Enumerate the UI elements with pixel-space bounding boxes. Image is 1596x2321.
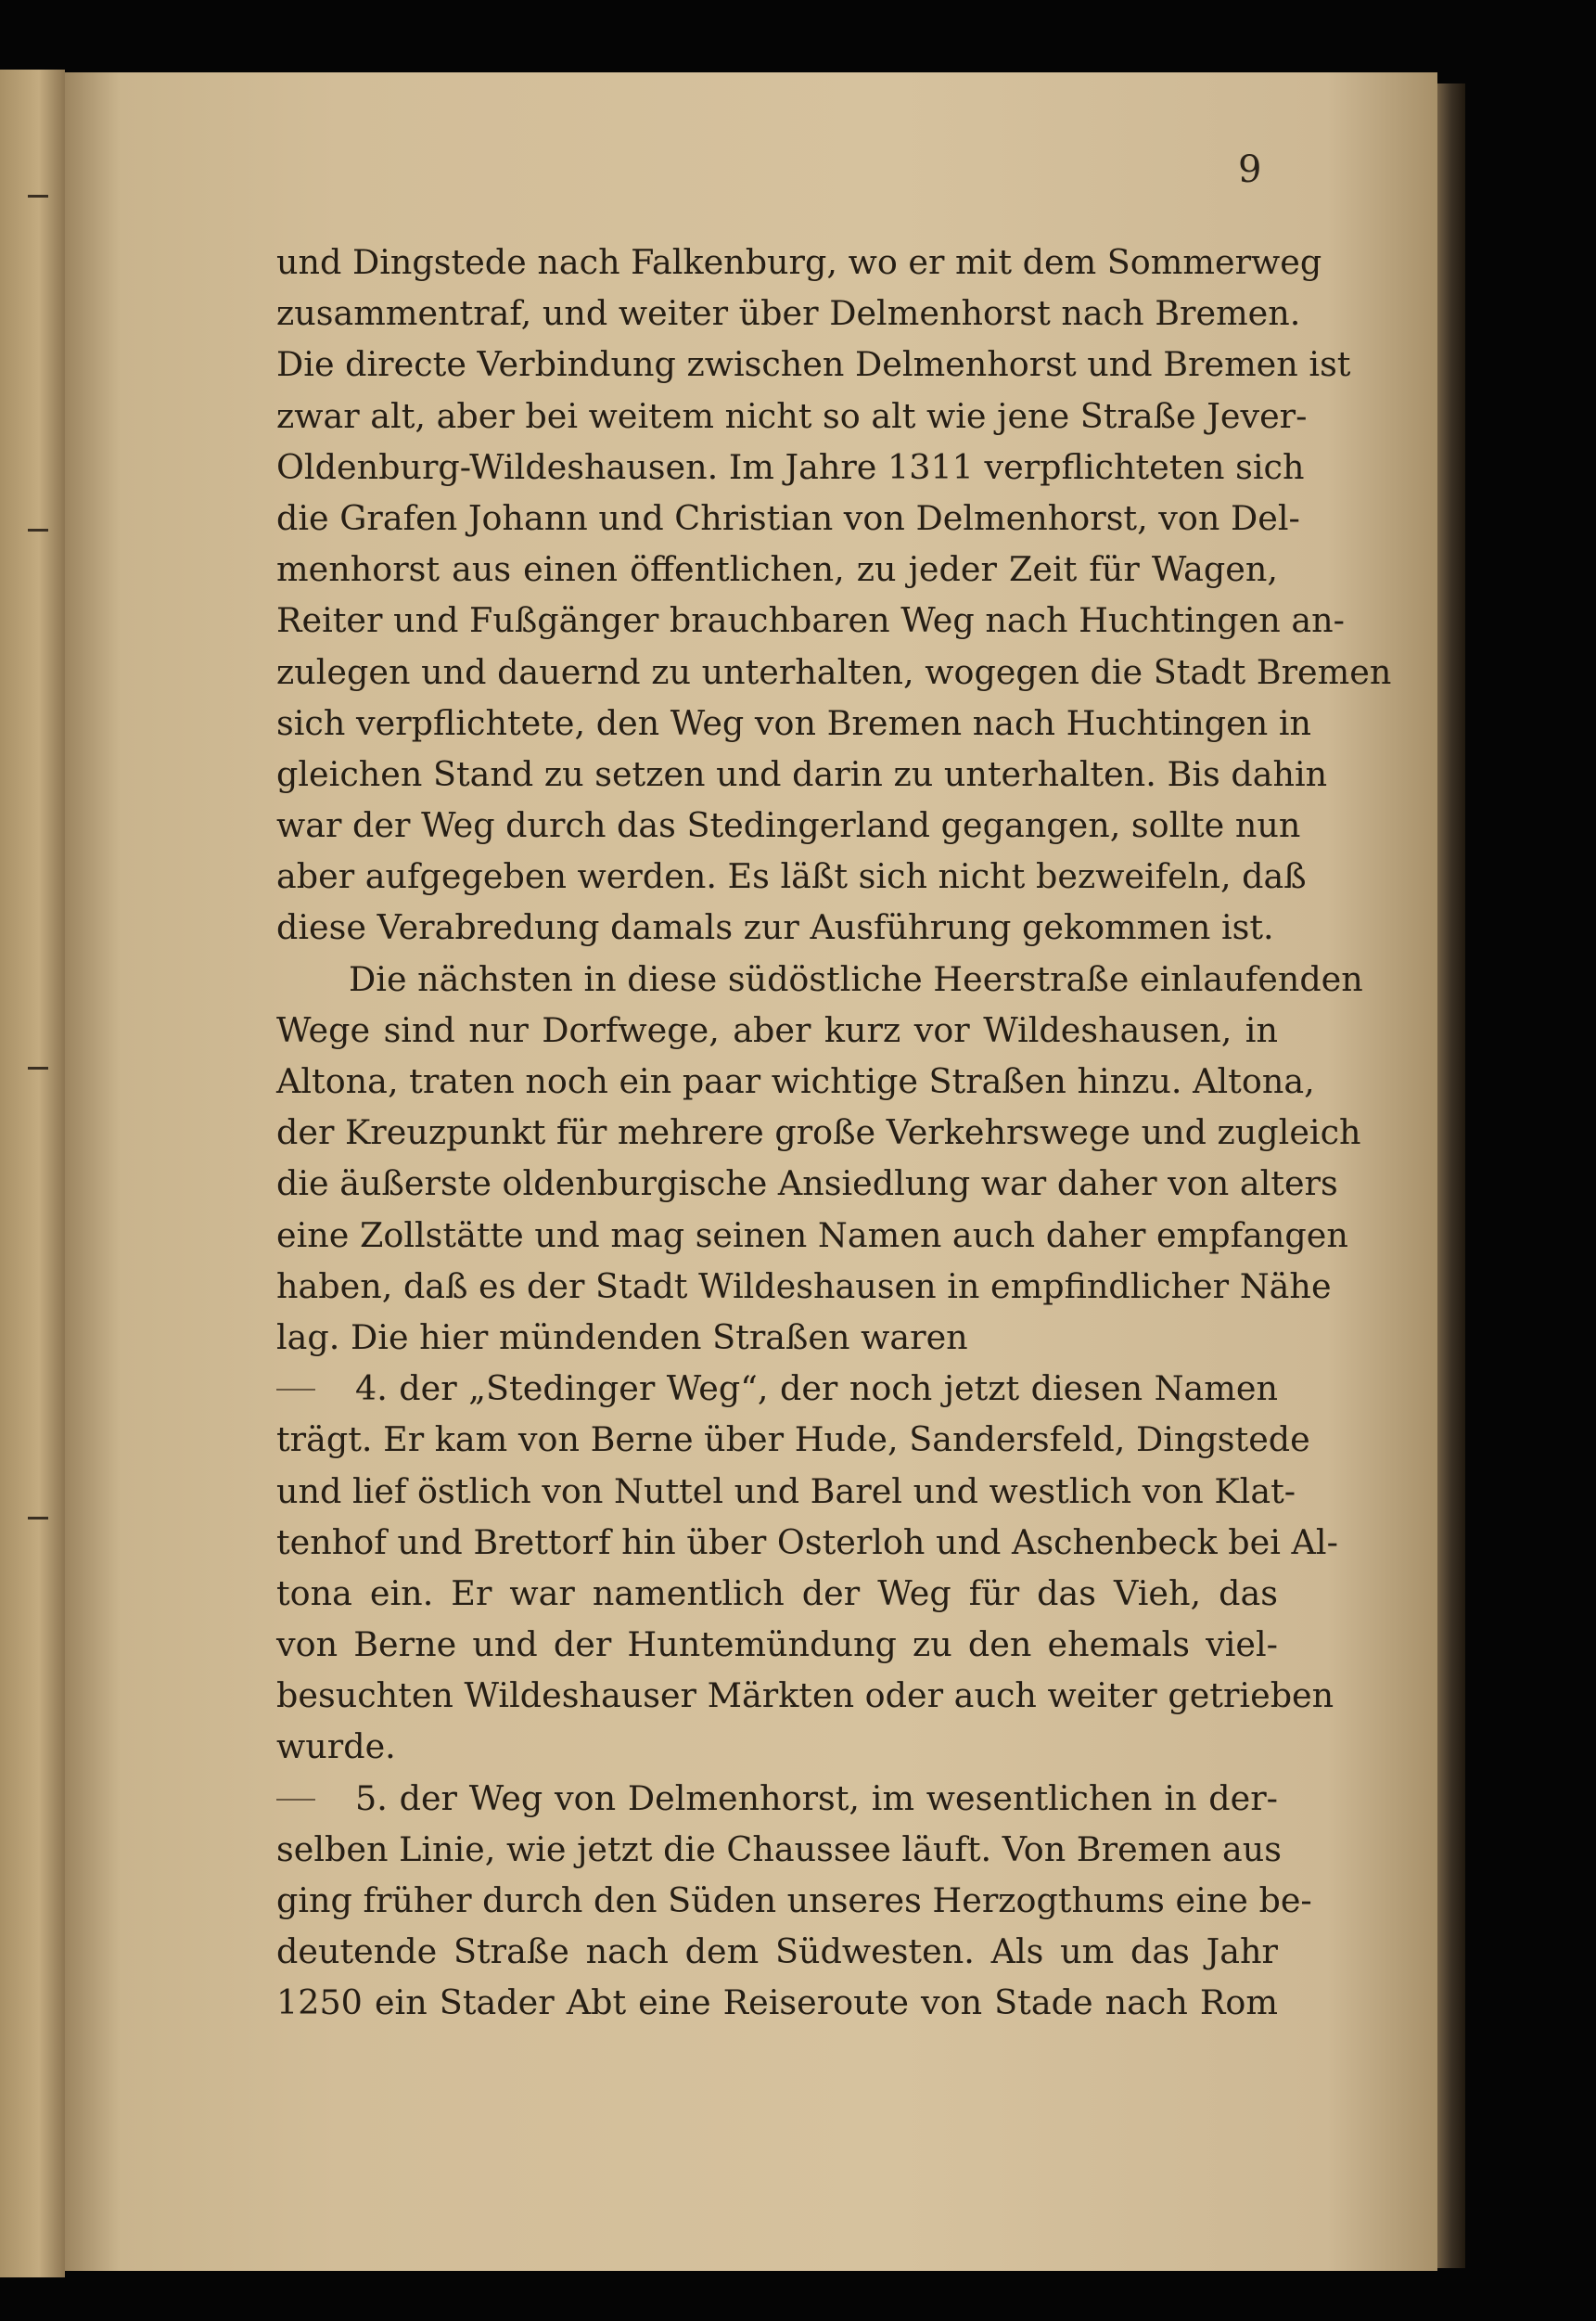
binding-mark xyxy=(28,1067,48,1070)
text-line: deutende Straße nach dem Südwesten. Als um das Jahr xyxy=(276,1931,1278,1972)
text-line: zusammentraf, und weiter über Delmenhorst nach Bremen. xyxy=(276,293,1301,334)
text-line: aber aufgegeben werden. Es läßt sich nicht bezweifeln, daß xyxy=(276,856,1307,897)
text-line: von Berne und der Huntemündung zu den ehemals viel- xyxy=(276,1624,1278,1665)
text-line: der Kreuzpunkt für mehrere große Verkehrswege und zugleich xyxy=(276,1112,1361,1153)
text-line: 4. der „Stedinger Weg“, der noch jetzt diesen Namen xyxy=(355,1368,1278,1409)
binding-marks xyxy=(28,186,46,2041)
text-line: Reiter und Fußgänger brauchbaren Weg nach Huchtingen an- xyxy=(276,600,1345,641)
text-line: wurde. xyxy=(276,1726,396,1767)
body-text xyxy=(276,237,1392,2029)
page-number: 9 xyxy=(1238,148,1262,191)
text-line: 5. der Weg von Delmenhorst, im wesentlichen in der- xyxy=(355,1777,1278,1818)
text-line: und Dingstede nach Falkenburg, wo er mit dem Sommerweg xyxy=(276,242,1322,282)
text-line: menhorst aus einen öffentlichen, zu jeder Zeit für Wagen, xyxy=(276,549,1278,590)
text-line: besuchten Wildeshauser Märkten oder auch weiter getrieben xyxy=(276,1675,1334,1716)
binding-mark xyxy=(28,529,48,532)
text-line: ging früher durch den Süden unseres Herzogthums eine be- xyxy=(276,1880,1312,1920)
text-line: tenhof und Brettorf hin über Osterloh und Aschenbeck bei Al- xyxy=(276,1521,1338,1562)
text-line: diese Verabredung damals zur Ausführung gekommen ist. xyxy=(276,907,1274,948)
text-line: lag. Die hier mündenden Straßen waren xyxy=(276,1316,968,1357)
text-line: und lief östlich von Nuttel und Barel und westlich von Klat- xyxy=(276,1470,1296,1511)
text-line: tona ein. Er war namentlich der Weg für das Vieh, das xyxy=(276,1572,1278,1613)
text-line: die äußerste oldenburgische Ansiedlung war daher von alters xyxy=(276,1163,1338,1204)
margin-dash xyxy=(276,1799,315,1801)
text-line: Altona, traten noch ein paar wichtige Straßen hinzu. Altona, xyxy=(276,1061,1315,1101)
list-item-start xyxy=(276,1773,1278,1824)
text-line: sich verpflichtete, den Weg von Bremen nach Huchtingen in xyxy=(276,702,1311,743)
text-line: war der Weg durch das Stedingerland gegangen, sollte nun xyxy=(276,805,1301,846)
text-line: selben Linie, wie jetzt die Chaussee läuft. Von Bremen aus xyxy=(276,1828,1283,1869)
text-line: haben, daß es der Stadt Wildeshausen in empfindlicher Nähe xyxy=(276,1265,1332,1306)
text-line: Die nächsten in diese südöstliche Heerstraße einlaufenden xyxy=(349,958,1363,999)
text-line: gleichen Stand zu setzen und darin zu unterhalten. Bis dahin xyxy=(276,753,1328,794)
text-line: Die directe Verbindung zwischen Delmenhorst und Bremen ist xyxy=(276,344,1351,385)
text-line: die Grafen Johann und Christian von Delmenhorst, von Del- xyxy=(276,497,1300,538)
text-line: trägt. Er kam von Berne über Hude, Sandersfeld, Dingstede xyxy=(276,1419,1310,1460)
text-line: Oldenburg-Wildeshausen. Im Jahre 1311 verpflichteten sich xyxy=(276,446,1305,487)
margin-dash xyxy=(276,1389,315,1391)
list-item-start xyxy=(276,1363,1278,1414)
text-line: Wege sind nur Dorfwege, aber kurz vor Wildeshausen, in xyxy=(276,1009,1278,1050)
text-line: 1250 ein Stader Abt eine Reiseroute von Stade nach Rom xyxy=(276,1982,1278,2023)
page-edge-shadow xyxy=(1437,83,1465,2268)
text-line: eine Zollstätte und mag seinen Namen auch daher empfangen xyxy=(276,1214,1348,1255)
text-line: zwar alt, aber bei weitem nicht so alt wie jene Straße Jever- xyxy=(276,395,1308,436)
binding-mark xyxy=(28,195,48,198)
text-line: zulegen und dauernd zu unterhalten, wogegen die Stadt Bremen xyxy=(276,651,1392,692)
binding-mark xyxy=(28,1517,48,1520)
